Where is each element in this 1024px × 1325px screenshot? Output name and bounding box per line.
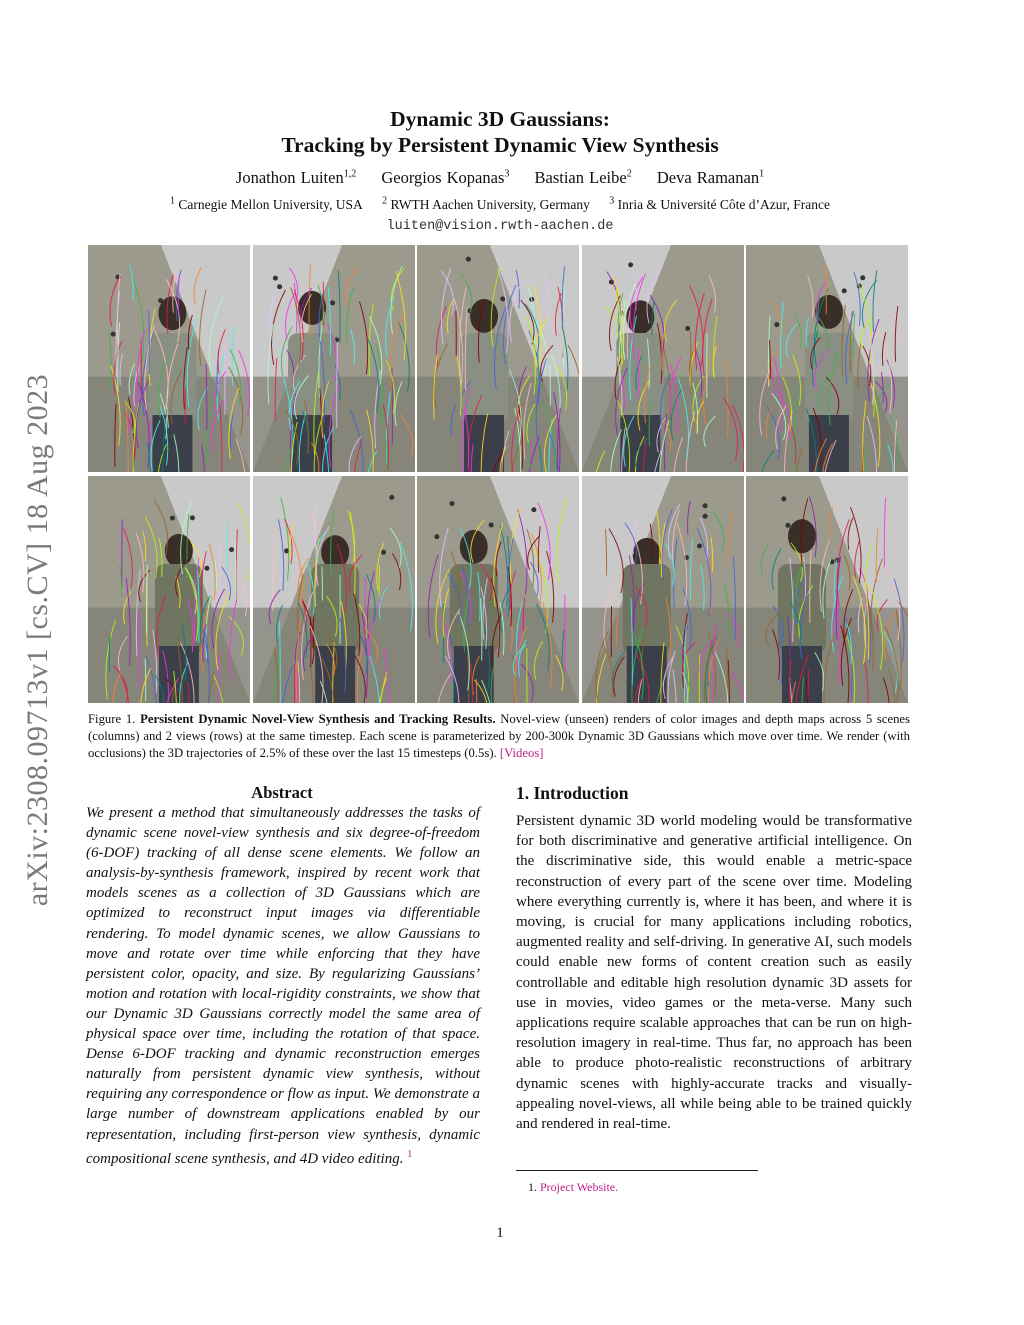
affiliation: $^3$ Inria & Université Côte d’Azur, France — [609, 195, 830, 212]
abstract-heading: Abstract — [251, 783, 313, 802]
trajectory-stroke — [321, 566, 322, 600]
scene-render-tile — [746, 476, 908, 703]
figure-caption — [88, 711, 910, 762]
scene-render-tile — [253, 245, 415, 472]
abstract-footnote-mark[interactable]: 1 — [407, 1148, 413, 1160]
caption-label: Figure 1. — [88, 712, 136, 726]
footnote-divider — [516, 1170, 758, 1171]
scene-render-tile — [88, 476, 250, 703]
page-number: 1 — [496, 1225, 504, 1241]
paper-title-line-2: Tracking by Persistent Dynamic View Synthesis — [281, 133, 719, 157]
scene-render-tile — [417, 245, 579, 472]
scene-render-tile — [582, 245, 744, 472]
figure-trajectory-grid — [88, 245, 908, 703]
affiliation-list — [0, 195, 1000, 213]
introduction-body: Persistent dynamic 3D world modeling would be transformative for both discriminative and generative artificial intelligence. On the discriminative side, this would enable a metric-space reconstruction of every part of the scene over time. Modeling where everything currently is, where it has been, and where it is moving, is crucial for many applications including robotics, augmented reality and self-driving. In generative AI, such models could enable new forms of content creation such as easily controllable and editable high resolution dynamic 3D assets for use in movies, video games or the meta-verse. Many such applications require scalable approaches that can be run on high-resolution imagery in real-time. Thus far, no approach has been able to produce photo-realistic reconstructions of arbitrary dynamic scenes with highly-accurate tracks and visually-appealing novel-views, all while being able to be trained quickly and rendered in real-time. — [516, 813, 912, 1133]
videos-link[interactable]: [Videos] — [499, 746, 544, 760]
introduction-heading: 1. Introduction — [516, 783, 629, 803]
scene-render-tile — [582, 476, 744, 703]
abstract-body: We present a method that simultaneously addresses the tasks of dynamic scene novel-view synthesis and six degree-of-freedom (6-DOF) tracking of all dense scene elements. We follow an analysis-by-synthesis framework, inspired by recent work that models scenes as a collection of 3D Gaussians which are optimized to reconstruct input images via differentiable rendering. To model dynamic scenes, we allow Gaussians to move and rotate over time while enforcing that they have persistent color, opacity, and size. By regularizing Gaussians’ motion and rotation with local-rigidity constraints, we show that our Dynamic 3D Gaussians correctly model the same area of physical space over time, including the rotation of that space. Dense 6-DOF tracking and dynamic reconstruction emerges naturally from persistent dynamic view synthesis, without requiring any correspondence or flow as input. We demonstrate a large number of downstream applications enabled by our representation, including first-person view synthesis, dynamic compositional scene synthesis, and 4D video editing. $^1$ — [86, 805, 480, 1167]
paper-title-line-1: Dynamic 3D Gaussians: — [390, 107, 610, 131]
author-list — [0, 168, 1000, 188]
author: Deva Ramanan$^1$ — [656, 168, 765, 187]
trajectory-stroke — [379, 565, 380, 595]
scene-render-tile — [253, 476, 415, 703]
caption-text: Novel-view (unseen) renders of color images and depth maps across 5 scenes (columns) and 2 views (rows) at the same timestep. Each scene is parameterized by 200-300k Dynamic 3D Gaussians which move over time. We render (with occlusions) the 3D trajectories of 2.5% of these over the last 15 timesteps (0.5s). — [88, 712, 910, 760]
contact-email[interactable]: luiten@vision.rwth-aachen.de — [386, 219, 614, 234]
project-website-link[interactable]: Project Website. — [540, 1180, 619, 1194]
affiliation: $^1$ Carnegie Mellon University, USA — [170, 195, 363, 212]
author: Bastian Leibe$^2$ — [534, 168, 632, 187]
footnote: 1. Project Website. — [528, 1180, 619, 1194]
scene-render-tile — [746, 245, 908, 472]
author: Georgios Kopanas$^3$ — [381, 168, 510, 187]
scene-render-tile — [88, 245, 250, 472]
caption-title: Persistent Dynamic Novel-View Synthesis and Tracking Results. — [140, 712, 496, 726]
scene-render-tile — [417, 476, 579, 703]
arxiv-side-stamp: arXiv:2308.09713v1 [cs.CV] 18 Aug 2023 — [21, 373, 54, 907]
affiliation: $^2$ RWTH Aachen University, Germany — [382, 195, 590, 212]
author: Jonathon Luiten$^{1,2}$ — [235, 168, 357, 187]
